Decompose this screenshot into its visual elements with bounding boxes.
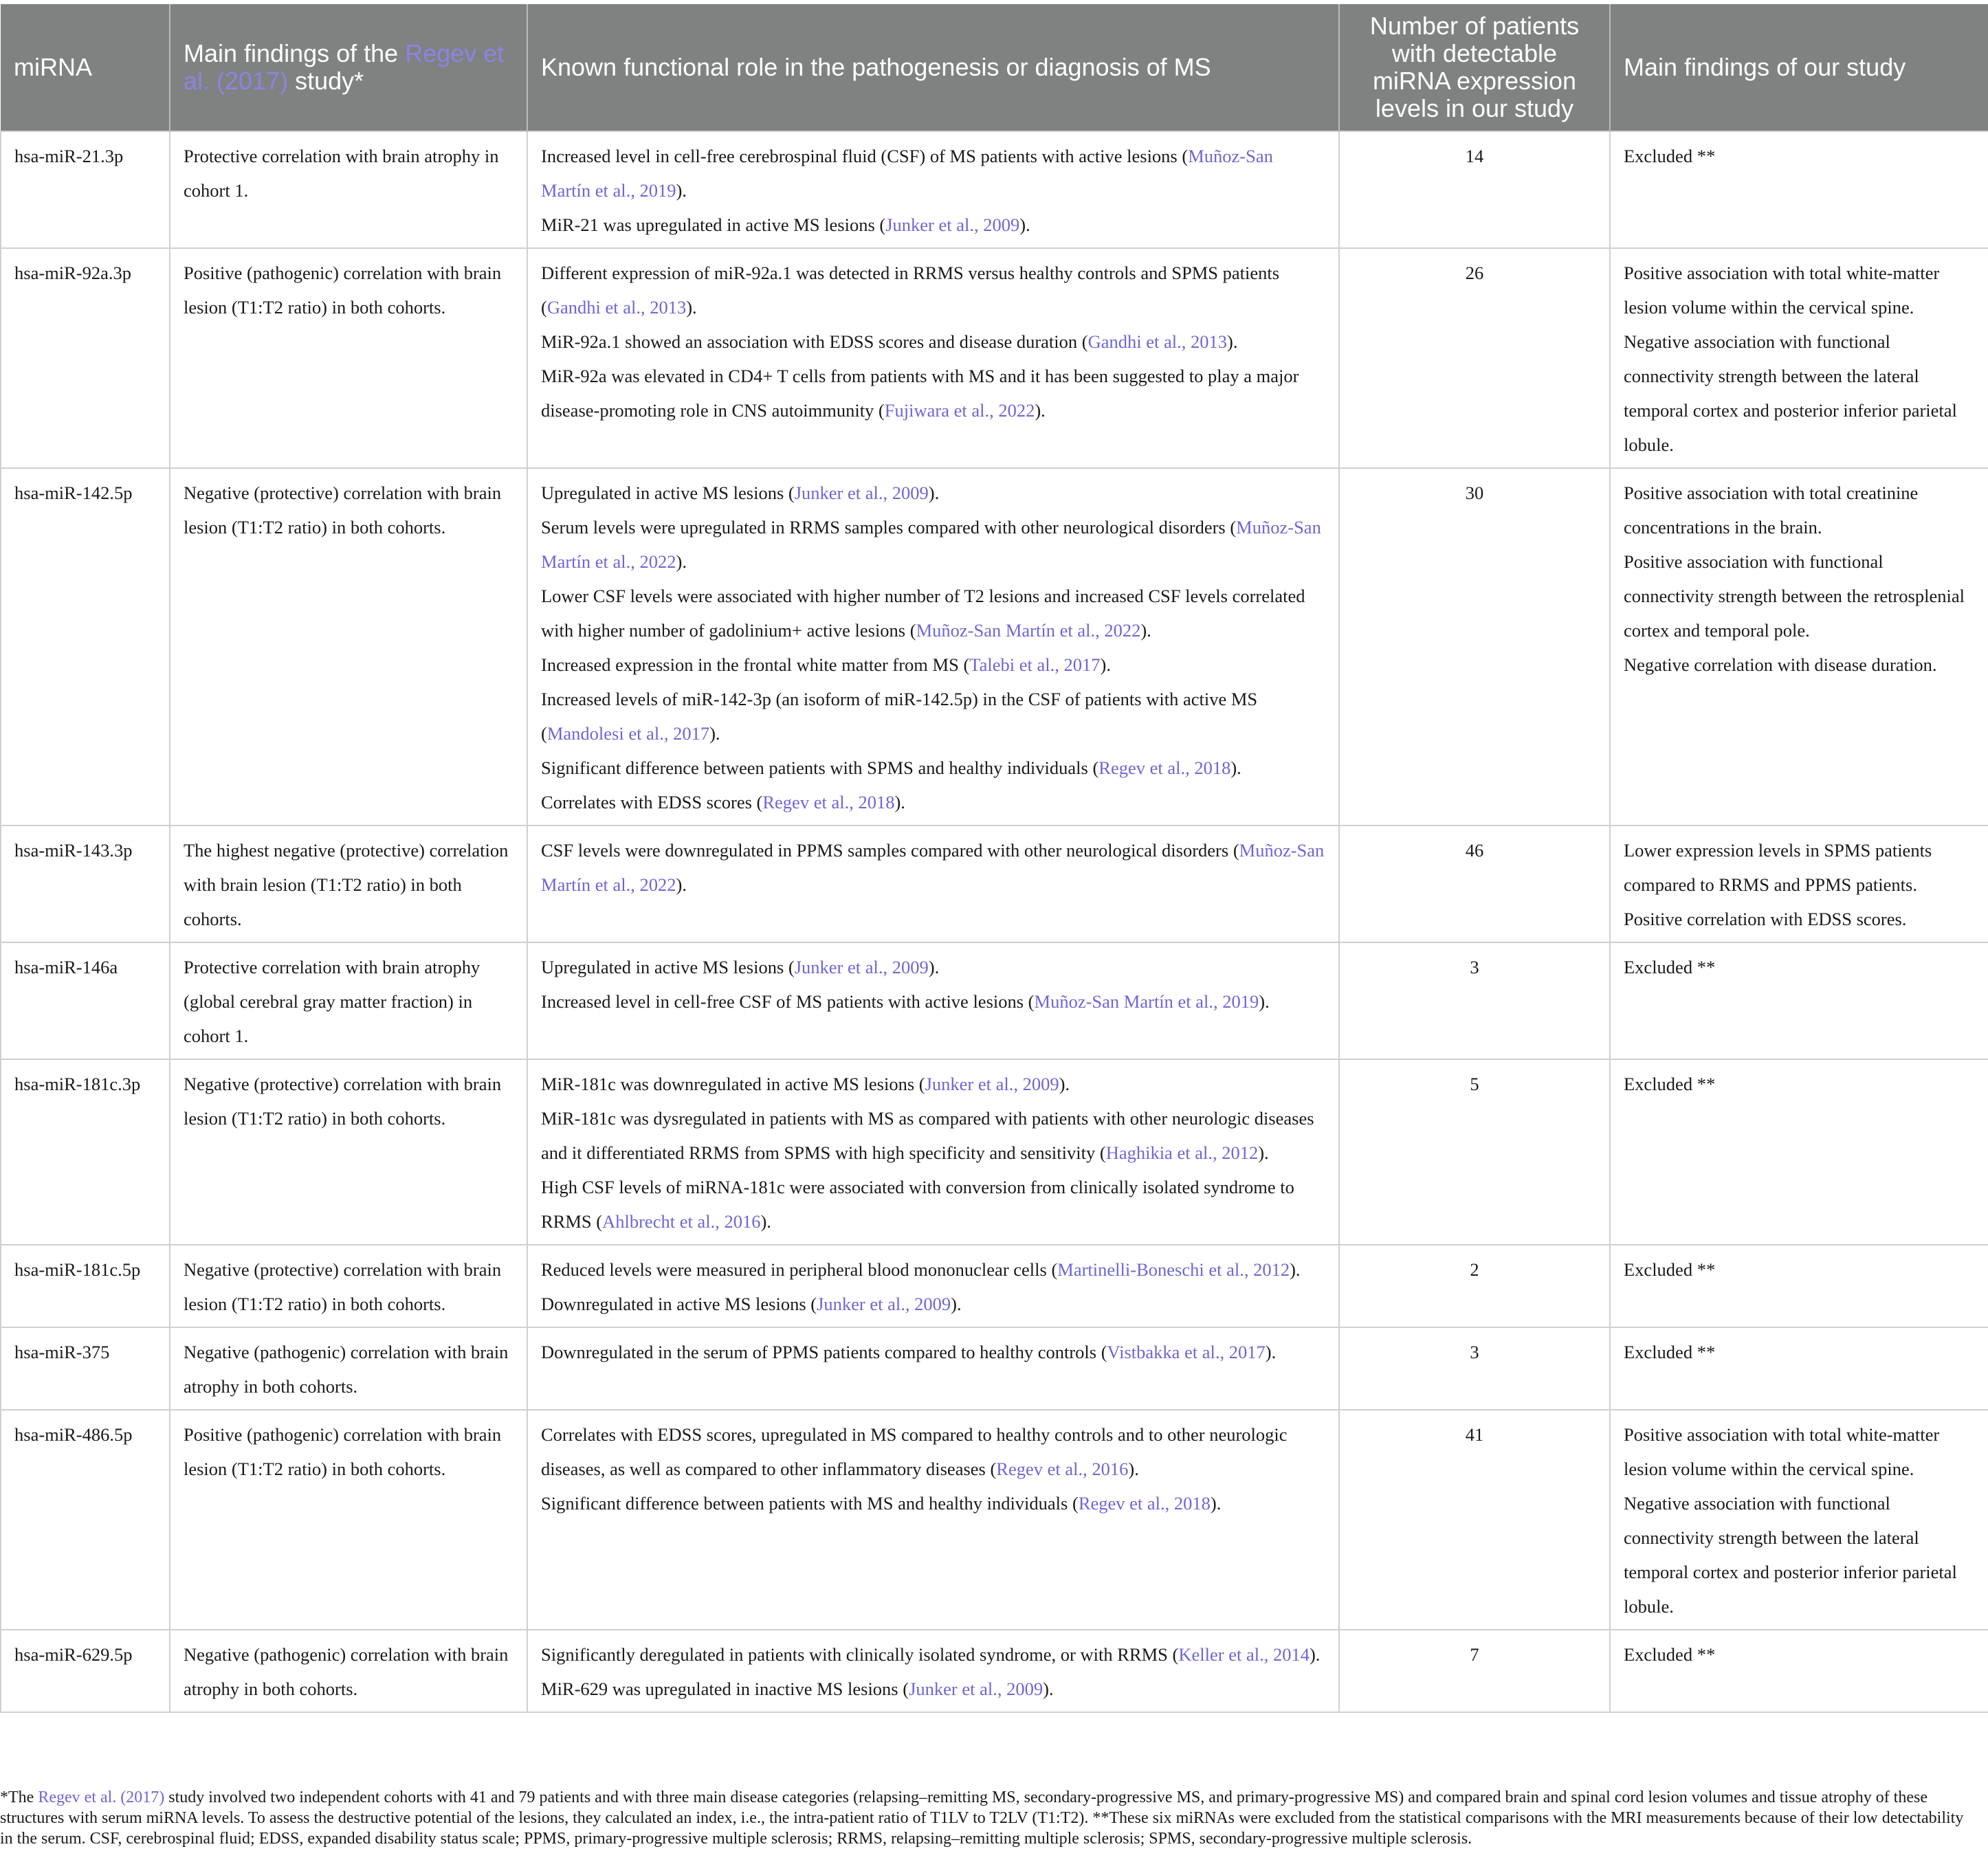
known-role-cell [527,248,1339,468]
role-text: CSF levels were downregulated in PPMS samples compared with other neurological disorders ( [541,840,1239,861]
citation-link[interactable]: Gandhi et al., 2013 [546,297,687,318]
role-text: Increased level in cell-free CSF of MS patients with active lesions ( [541,991,1035,1012]
regev-findings-cell: Positive (pathogenic) correlation with brain lesion (T1:T2 ratio) in both cohorts. [170,1410,527,1630]
known-role-cell [527,826,1339,942]
role-text-end: ). [676,180,687,201]
role-text: Serum levels were upregulated in RRMS samples compared with other neurological disorders ( [541,517,1237,538]
role-text: High CSF levels of miRNA-181c were associated with conversion from clinically isolated syndrome to RRMS ( [541,1177,1294,1232]
citation-link[interactable]: Ahlbrecht et al., 2016 [602,1211,761,1232]
role-statement [541,139,1325,208]
citation-link[interactable]: Regev et al., 2018 [1098,757,1231,778]
table-body [1,131,1988,1712]
our-findings-cell [1610,1410,1988,1630]
our-findings-cell [1610,942,1988,1059]
role-text-end: ). [1140,620,1151,641]
table-row [1,1410,1988,1630]
mirna-cell: hsa-miR-486.5p [1,1410,170,1630]
patient-count-cell: 26 [1339,248,1610,468]
role-text-end: ). [951,1294,962,1314]
role-text-end: ). [1259,991,1270,1012]
header-regev-link[interactable]: Regev et al. (2017) [184,39,505,95]
known-role-cell [527,1245,1339,1327]
regev-findings-cell: Negative (pathogenic) correlation with brain atrophy in both cohorts. [170,1327,527,1410]
role-statement [541,1287,1325,1321]
role-text: MiR-92a was elevated in CD4+ T cells from patients with MS and it has been suggested to play a major disease-promoting role in CNS autoimmunity ( [541,366,1299,421]
citation-link[interactable]: Martinelli-Boneschi et al., 2012 [1057,1259,1290,1280]
citation-link[interactable]: Regev et al., 2016 [996,1459,1129,1479]
citation-link[interactable]: Mandolesi et al., 2017 [546,723,710,744]
citation-link[interactable]: Vistbakka et al., 2017 [1107,1342,1266,1362]
finding-statement: Excluded ** [1624,146,1716,166]
mirna-cell: hsa-miR-146a [1,942,170,1059]
role-statement [541,256,1325,324]
patient-count-cell: 46 [1339,826,1610,942]
patient-count-cell: 7 [1339,1630,1610,1712]
citation-link[interactable]: Gandhi et al., 2013 [1087,331,1227,352]
citation-link[interactable]: Junker et al., 2009 [794,957,929,977]
role-statement [541,1067,1325,1101]
patient-count-cell: 41 [1339,1410,1610,1630]
mirna-cell: hsa-miR-92a.3p [1,248,170,468]
role-text-end: ). [1100,654,1111,675]
role-text-end: ). [1210,1493,1222,1514]
patient-count-cell: 30 [1339,468,1610,826]
known-role-cell [527,131,1339,248]
header-regev-post: study* [288,67,364,95]
citation-link[interactable]: Keller et al., 2014 [1178,1644,1310,1665]
role-text-end: ). [686,297,697,318]
role-text: MiR-181c was dysregulated in patients with MS as compared with patients with other neurologic diseases and it differentiated RRMS from SPMS with high specificity and sensitivity ( [541,1108,1314,1163]
role-text: Increased levels of miR-142-3p (an isoform of miR-142.5p) in the CSF of patients with active MS ( [541,689,1258,744]
role-text-end: ). [894,792,905,812]
footnote-ref-link[interactable]: Regev et al. (2017) [38,1789,165,1806]
mirna-cell: hsa-miR-629.5p [1,1630,170,1712]
table-row [1,1245,1988,1327]
mirna-cell: hsa-miR-143.3p [1,826,170,942]
citation-link[interactable]: Fujiwara et al., 2022 [884,400,1035,421]
table-footnote [0,1787,1980,1849]
our-findings-cell [1610,1327,1988,1410]
footnote-body: study involved two independent cohorts with 41 and 79 patients and with three main disease categories (relapsing–remitting MS, secondary-progressive MS, and primary-progressive MS) and compared brain and spinal cord lesion volumes and tissue atrophy of these structures with serum miRNA levels. To assess the destructive potential of the lesions, they calculated an index, i.e., the intra-patient ratio of T1LV to T2LV (T1:T2). **These six miRNAs were excluded from the statistical comparisons with the MRI measurements because of their low detectability in the serum. CSF, cerebrospinal fluid; EDSS, expanded disability status scale; PPMS, primary-progressive multiple sclerosis; RRMS, relapsing–remitting multiple sclerosis; SPMS, secondary-progressive multiple sclerosis. [0,1789,1964,1848]
our-findings-cell [1610,248,1988,468]
role-text: Upregulated in active MS lesions ( [541,957,795,977]
role-text: Lower CSF levels were associated with higher number of T2 lesions and increased CSF levels correlated with higher number of gadolinium+ active lesions ( [541,586,1305,641]
citation-link[interactable]: Muñoz-San Martín et al., 2019 [541,146,1273,201]
our-findings-cell [1610,468,1988,826]
mirna-cell: hsa-miR-181c.3p [1,1059,170,1245]
regev-findings-cell: Negative (protective) correlation with brain lesion (T1:T2 ratio) in both cohorts. [170,468,527,826]
role-text: Downregulated in active MS lesions ( [541,1294,817,1314]
role-text: Downregulated in the serum of PPMS patients compared to healthy controls ( [541,1342,1107,1362]
mirna-cell: hsa-miR-142.5p [1,468,170,826]
role-text: Significantly deregulated in patients with clinically isolated syndrome, or with RRMS ( [541,1644,1179,1665]
patient-count-cell: 5 [1339,1059,1610,1245]
citation-link[interactable]: Talebi et al., 2017 [969,654,1101,675]
mirna-cell: hsa-miR-181c.5p [1,1245,170,1327]
finding-statement: Positive correlation with EDSS scores. [1624,909,1907,929]
patient-count-cell: 3 [1339,1327,1610,1410]
finding-statement: Lower expression levels in SPMS patients compared to RRMS and PPMS patients. [1624,840,1932,895]
header-regev-pre: Main findings of the [184,39,406,67]
our-findings-cell [1610,1630,1988,1712]
role-text: Increased level in cell-free cerebrospinal fluid (CSF) of MS patients with active lesions ( [541,146,1189,166]
role-statement [541,984,1325,1019]
finding-statement: Positive association with total white-matter lesion volume within the cervical spine. [1624,1424,1940,1479]
role-statement [541,1486,1325,1520]
citation-link[interactable]: Junker et al., 2009 [885,214,1020,235]
role-text-end: ). [1258,1142,1269,1163]
known-role-cell [527,1059,1339,1245]
role-text-end: ). [1290,1259,1301,1280]
role-text-end: ). [676,551,687,572]
role-text-end: ). [1035,400,1046,421]
role-text: Significant difference between patients with MS and healthy individuals ( [541,1493,1079,1514]
known-role-cell [527,1410,1339,1630]
table-row [1,131,1988,248]
finding-statement: Negative correlation with disease duration. [1624,654,1937,675]
role-statement [541,682,1325,751]
regev-findings-cell: Protective correlation with brain atrophy (global cerebral gray matter fraction) in cohort 1. [170,942,527,1059]
role-text-end: ). [1059,1074,1070,1094]
citation-link[interactable]: Junker et al., 2009 [925,1074,1059,1094]
role-text-end: ). [1227,331,1238,352]
table-row [1,826,1988,942]
finding-statement: Positive association with total creatinine concentrations in the brain. [1624,483,1919,538]
table-row [1,248,1988,468]
role-statement [541,785,1325,819]
regev-findings-cell: The highest negative (protective) correlation with brain lesion (T1:T2 ratio) in both cohorts. [170,826,527,942]
table-row [1,468,1988,826]
finding-statement: Excluded ** [1624,957,1716,977]
role-text-end: ). [928,483,940,503]
mirna-cell: hsa-miR-21.3p [1,131,170,248]
role-statement [541,647,1325,682]
role-text: Correlates with EDSS scores, upregulated in MS compared to healthy controls and to other neurologic diseases, as well as compared to other inflammatory diseases ( [541,1424,1288,1479]
header-our-findings: Main findings of our study [1610,4,1988,131]
role-text-end: ). [1230,757,1241,778]
table-row [1,1327,1988,1410]
finding-statement: Excluded ** [1624,1259,1716,1280]
citation-link[interactable]: Muñoz-San Martín et al., 2019 [1034,991,1259,1012]
header-mirna: miRNA [1,4,170,131]
mirna-cell: hsa-miR-375 [1,1327,170,1410]
role-statement [541,1335,1325,1369]
role-text: Different expression of miR-92a.1 was detected in RRMS versus healthy controls and SPMS patients ( [541,263,1280,318]
role-text-end: ). [928,957,940,977]
known-role-cell [527,942,1339,1059]
table-container [0,4,1988,1713]
role-text-end: ). [709,723,720,744]
header-row [1,4,1988,131]
role-statement [541,359,1325,428]
citation-link[interactable]: Muñoz-San Martín et al., 2022 [541,517,1321,572]
role-statement [541,751,1325,785]
role-text-end: ). [676,874,687,895]
role-statement [541,1637,1325,1672]
known-role-cell [527,1630,1339,1712]
known-role-cell [527,1327,1339,1410]
role-statement [541,1170,1325,1239]
table-row [1,1630,1988,1712]
role-text-end: ). [1265,1342,1277,1362]
finding-statement: Negative association with functional connectivity strength between the lateral temporal cortex and posterior inferior parietal lobule. [1624,331,1957,455]
role-text-end: ). [1043,1679,1054,1699]
finding-statement: Positive association with functional connectivity strength between the retrosplenial cortex and temporal pole. [1624,551,1965,641]
finding-statement: Negative association with functional connectivity strength between the lateral temporal cortex and posterior inferior parietal lobule. [1624,1493,1957,1617]
citation-link[interactable]: Regev et al., 2018 [762,792,895,812]
header-regev-findings [170,4,527,131]
known-role-cell [527,468,1339,826]
citation-link[interactable]: Muñoz-San Martín et al., 2022 [541,840,1325,895]
citation-link[interactable]: Junker et al., 2009 [817,1294,951,1314]
role-statement [541,1252,1325,1287]
patient-count-cell: 2 [1339,1245,1610,1327]
finding-statement: Positive association with total white-matter lesion volume within the cervical spine. [1624,263,1940,318]
role-text-end: ). [1309,1644,1321,1665]
finding-statement: Excluded ** [1624,1342,1716,1362]
regev-findings-cell: Negative (protective) correlation with brain lesion (T1:T2 ratio) in both cohorts. [170,1059,527,1245]
role-text: Reduced levels were measured in peripheral blood mononuclear cells ( [541,1259,1058,1280]
mirna-table [0,4,1988,1713]
role-text: MiR-181c was downregulated in active MS lesions ( [541,1074,925,1094]
role-text-end: ). [760,1211,771,1232]
table-row [1,1059,1988,1245]
patient-count-cell: 14 [1339,131,1610,248]
role-statement [541,324,1325,359]
role-text-end: ). [1128,1459,1139,1479]
finding-statement: Excluded ** [1624,1644,1716,1665]
role-statement [541,1672,1325,1706]
table-row [1,942,1988,1059]
role-text: Significant difference between patients with SPMS and healthy individuals ( [541,757,1099,778]
our-findings-cell [1610,1059,1988,1245]
role-statement [541,1101,1325,1170]
role-statement [541,950,1325,984]
regev-findings-cell: Negative (protective) correlation with brain lesion (T1:T2 ratio) in both cohorts. [170,1245,527,1327]
our-findings-cell [1610,131,1988,248]
role-text: Correlates with EDSS scores ( [541,792,763,812]
citation-link[interactable]: Muñoz-San Martín et al., 2022 [916,620,1141,641]
header-known-role: Known functional role in the pathogenesis or diagnosis of MS [527,4,1339,131]
citation-link[interactable]: Junker et al., 2009 [909,1679,1043,1699]
role-statement [541,1417,1325,1486]
finding-statement: Excluded ** [1624,1074,1716,1094]
regev-findings-cell: Protective correlation with brain atrophy in cohort 1. [170,131,527,248]
role-text-end: ). [1019,214,1030,235]
regev-findings-cell: Positive (pathogenic) correlation with brain lesion (T1:T2 ratio) in both cohorts. [170,248,527,468]
citation-link[interactable]: Junker et al., 2009 [794,483,929,503]
regev-findings-cell: Negative (pathogenic) correlation with brain atrophy in both cohorts. [170,1630,527,1712]
footnote-pre: *The [0,1789,38,1806]
role-statement [541,510,1325,579]
role-text: Increased expression in the frontal white matter from MS ( [541,654,970,675]
role-text: Upregulated in active MS lesions ( [541,483,795,503]
citation-link[interactable]: Regev et al., 2018 [1078,1493,1211,1514]
role-statement [541,476,1325,510]
role-text: MiR-92a.1 showed an association with EDSS scores and disease duration ( [541,331,1088,352]
header-patient-count: Number of patients with detectable miRNA expression levels in our study [1339,4,1610,131]
citation-link[interactable]: Haghikia et al., 2012 [1105,1142,1259,1163]
role-statement [541,833,1325,902]
patient-count-cell: 3 [1339,942,1610,1059]
role-text: MiR-21 was upregulated in active MS lesions ( [541,214,886,235]
our-findings-cell [1610,1245,1988,1327]
role-text: MiR-629 was upregulated in inactive MS lesions ( [541,1679,909,1699]
role-statement [541,208,1325,242]
our-findings-cell [1610,826,1988,942]
table-header [1,4,1988,131]
role-statement [541,579,1325,647]
